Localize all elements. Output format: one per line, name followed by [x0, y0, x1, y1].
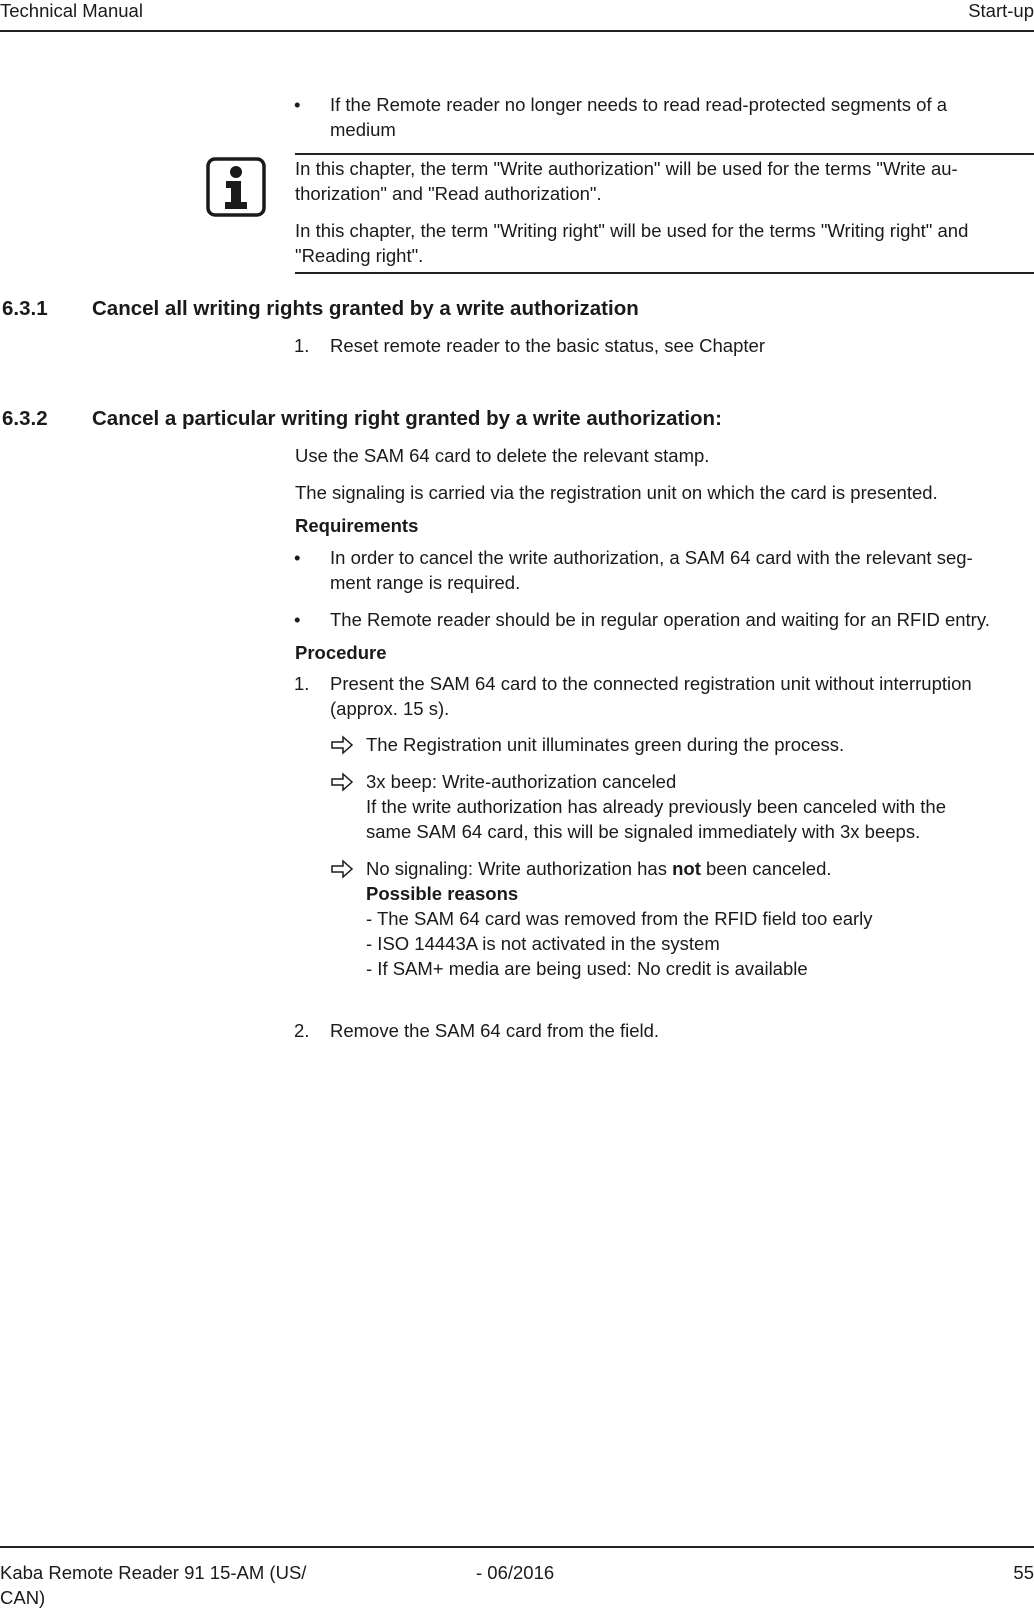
step-text: Reset remote reader to the basic status, see Chapter	[330, 335, 765, 356]
step-number: 1.	[294, 335, 310, 356]
result-arrow-icon	[330, 772, 354, 792]
bullet-mark: •	[294, 609, 301, 630]
note-paragraph-2: In this chapter, the term "Writing right" will be used for the terms "Writing right" and "Reading right".	[295, 220, 969, 266]
result-text: No signaling: Write authorization has not been canceled. Possible reasons - The SAM 64 card was removed from the RFID field too early - ISO 14443A is not activated in the system - If SAM+ media are being used: No credit is available	[366, 856, 1026, 981]
reason-item: - The SAM 64 card was removed from the RFID field too early	[366, 908, 873, 929]
header-title: Technical Manual	[0, 0, 143, 21]
section-number: 6.3.1	[2, 297, 48, 320]
step-number: 2.	[294, 1020, 310, 1041]
possible-reasons-label: Possible reasons	[366, 883, 519, 904]
section-number: 6.3.2	[2, 407, 48, 430]
reason-item: - If SAM+ media are being used: No credit is available	[366, 958, 808, 979]
bullet-mark: •	[294, 547, 301, 568]
section-title: Cancel a particular writing right granted by a write authorization:	[92, 407, 722, 430]
note-top-rule	[295, 153, 1034, 155]
procedure-label: Procedure	[295, 642, 387, 663]
note-paragraph-1: In this chapter, the term "Write authorization" will be used for the terms "Write au- thorization" and "Read authorization".	[295, 158, 958, 204]
footer-document-title: Kaba Remote Reader 91 15-AM (US/ CAN)	[0, 1562, 307, 1608]
info-icon	[206, 157, 266, 217]
result-text: The Registration unit illuminates green during the process.	[366, 734, 845, 755]
result-arrow-icon	[330, 735, 354, 755]
footer-date: - 06/2016	[476, 1562, 555, 1583]
result-text: 3x beep: Write-authorization canceled If the write authorization has already previously been canceled with the same SAM 64 card, this will be signaled immediately with 3x beeps.	[366, 771, 947, 842]
step-text: Remove the SAM 64 card from the field.	[330, 1020, 660, 1041]
reason-item: - ISO 14443A is not activated in the system	[366, 933, 720, 954]
note-bottom-rule	[295, 272, 1034, 274]
page-number: 55	[1013, 1562, 1034, 1583]
paragraph: The signaling is carried via the registration unit on which the card is presented.	[295, 482, 938, 503]
bullet-mark: •	[294, 94, 301, 115]
step-text: Present the SAM 64 card to the connected registration unit without interruption (approx. 15 s).	[330, 673, 972, 719]
footer-rule	[0, 1546, 1034, 1548]
paragraph: Use the SAM 64 card to delete the relevant stamp.	[295, 445, 710, 466]
requirements-label: Requirements	[295, 515, 419, 536]
section-title: Cancel all writing rights granted by a write authorization	[92, 297, 639, 320]
requirement-item: In order to cancel the write authorization, a SAM 64 card with the relevant seg- ment range is required.	[330, 547, 973, 593]
result-arrow-icon	[330, 859, 354, 879]
intro-bullet-text: If the Remote reader no longer needs to read read-protected segments of a medium	[330, 94, 948, 140]
step-number: 1.	[294, 673, 310, 694]
header-rule	[0, 30, 1034, 32]
requirement-item: The Remote reader should be in regular operation and waiting for an RFID entry.	[330, 609, 990, 630]
header-section: Start-up	[968, 0, 1034, 21]
